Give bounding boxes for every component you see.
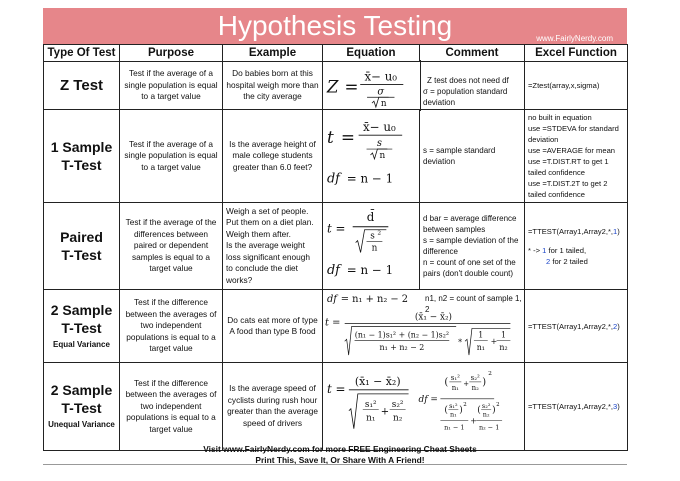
equation-cell bbox=[323, 110, 420, 203]
svg-text:2: 2 bbox=[377, 229, 382, 237]
test-type: 2 Sample T-Test Unequal Variance bbox=[44, 363, 120, 451]
svg-text:): ) bbox=[459, 405, 463, 416]
svg-text:=: = bbox=[344, 77, 359, 97]
eq-numerator: x̄− u₀ bbox=[364, 69, 398, 84]
header-row bbox=[44, 45, 628, 62]
svg-text:t: t bbox=[326, 127, 334, 148]
svg-text:df =: df = bbox=[418, 394, 438, 405]
svg-text:df: df bbox=[326, 293, 337, 305]
hypothesis-table bbox=[43, 44, 628, 451]
footer-divider bbox=[43, 464, 627, 465]
svg-text:n₁ + n₂ − 2: n₁ + n₂ − 2 bbox=[379, 343, 425, 353]
svg-text:n₂: n₂ bbox=[471, 383, 479, 392]
purpose-cell: Test if the average of the differences between paired or dependent samples is equal to a target value bbox=[120, 203, 223, 290]
comment-cell: s = sample standard deviation bbox=[420, 110, 525, 203]
svg-text:d̄: d̄ bbox=[366, 209, 375, 224]
table-row bbox=[44, 62, 628, 110]
svg-text:*: * bbox=[458, 338, 463, 348]
equation-cell bbox=[323, 62, 525, 110]
col-header-type: Type Of Test bbox=[44, 45, 120, 62]
svg-text:n₂: n₂ bbox=[482, 410, 490, 419]
excel-cell: =TTEST(Array1,Array2,*,2) bbox=[525, 290, 628, 363]
col-header-excel: Excel Function bbox=[525, 45, 628, 62]
purpose-cell: Test if the difference between the averages of two independent populations is equal to a target value bbox=[120, 363, 223, 451]
excel-cell: =TTEST(Array1,Array2,*,3) bbox=[525, 363, 628, 451]
comment-cell: n1, n2 = count of sample 1, 2 bbox=[425, 294, 522, 315]
equation-cell bbox=[323, 363, 525, 451]
svg-text:1: 1 bbox=[500, 330, 507, 340]
example-cell: Do cats eat more of type A food than type B food bbox=[223, 290, 323, 363]
svg-text:s₁²: s₁² bbox=[449, 401, 458, 410]
svg-text:n₂: n₂ bbox=[499, 343, 508, 353]
svg-text:+: + bbox=[490, 337, 498, 347]
paired-equation bbox=[323, 203, 419, 289]
equation-cell bbox=[323, 203, 420, 290]
svg-text:n₁ − 1: n₁ − 1 bbox=[444, 423, 465, 432]
z-equation bbox=[323, 62, 420, 109]
svg-text:df: df bbox=[326, 171, 340, 187]
svg-text:(n₁ − 1)s₁² + (n₂ − 1)s₂²: (n₁ − 1)s₁² + (n₂ − 1)s₂² bbox=[354, 330, 450, 340]
eq-sigma: σ bbox=[377, 86, 385, 98]
svg-text:s₁²: s₁² bbox=[450, 374, 460, 383]
table-row bbox=[44, 203, 628, 290]
excel-cell: no built in equation use =STDEVA for standard deviation use =AVERAGE for mean use =T.DIST.RT to get 1 tailed confidence use =T.DIST.2T to get 2 tailed confidence bbox=[525, 110, 628, 203]
svg-text:= n₁ + n₂ − 2: = n₁ + n₂ − 2 bbox=[340, 293, 409, 305]
svg-text:n₁: n₁ bbox=[449, 410, 457, 419]
purpose-cell: Test if the difference between the averages of two independent populations is equal to a target value bbox=[120, 290, 223, 363]
eq-lhs: Z bbox=[326, 77, 339, 97]
svg-text:t =: t = bbox=[326, 221, 346, 236]
svg-text:s₂²: s₂² bbox=[470, 374, 480, 383]
svg-text:): ) bbox=[492, 405, 496, 416]
example-cell: Do babies born at this hospital weigh more than the city average bbox=[223, 62, 323, 110]
excel-cell: =TTEST(Array1,Array2,*,1) * -> 1 for 1 tailed, 2 for 2 tailed bbox=[525, 203, 628, 290]
col-header-equation: Equation bbox=[323, 45, 420, 62]
col-header-example: Example bbox=[223, 45, 323, 62]
equation-cell bbox=[323, 290, 525, 363]
svg-text:s₂²: s₂² bbox=[391, 399, 404, 410]
svg-text:1: 1 bbox=[478, 330, 484, 340]
svg-text:+: + bbox=[470, 416, 477, 426]
svg-text:x̄− u₀: x̄− u₀ bbox=[363, 120, 396, 135]
test-type: 1 Sample T-Test bbox=[44, 110, 120, 203]
table-row bbox=[44, 363, 628, 451]
page-title: Hypothesis Testing bbox=[217, 10, 453, 41]
table-row bbox=[44, 110, 628, 203]
svg-text:t =: t = bbox=[324, 317, 341, 329]
site-url: www.FairlyNerdy.com bbox=[536, 34, 613, 43]
comment-cell: d bar = average difference between samples s = sample deviation of the difference n = count of one set of the pairs (don't double count) bbox=[420, 203, 525, 290]
svg-text:(: ( bbox=[477, 405, 481, 416]
svg-text:n₁: n₁ bbox=[366, 413, 376, 424]
test-type: Paired T-Test bbox=[44, 203, 120, 290]
footer-line-1: Visit www.FairlyNerdy.com for more FREE Engineering Cheat Sheets bbox=[203, 444, 477, 454]
col-header-purpose: Purpose bbox=[120, 45, 223, 62]
svg-text:n₂ − 1: n₂ − 1 bbox=[478, 423, 500, 432]
svg-text:2: 2 bbox=[488, 370, 492, 378]
svg-text:s: s bbox=[370, 231, 375, 242]
svg-text:(: ( bbox=[444, 405, 448, 416]
svg-text:(x̄₁ − x̄₂): (x̄₁ − x̄₂) bbox=[414, 312, 453, 323]
svg-text:2: 2 bbox=[496, 401, 500, 408]
svg-text:+: + bbox=[380, 406, 390, 418]
svg-text:s₁²: s₁² bbox=[364, 399, 377, 410]
footer-line-2: Print This, Save It, Or Share With A Friend! bbox=[255, 455, 425, 465]
svg-text:n₁: n₁ bbox=[451, 383, 459, 392]
excel-cell: =Ztest(array,x,sigma) bbox=[525, 62, 628, 110]
table-row bbox=[44, 290, 628, 363]
svg-text:n: n bbox=[379, 150, 386, 161]
example-cell: Is the average speed of cyclists during rush hour greater than the average speed of drivers bbox=[223, 363, 323, 451]
svg-text:(x̄₁ − x̄₂): (x̄₁ − x̄₂) bbox=[354, 374, 401, 388]
test-type: 2 Sample T-Test Equal Variance bbox=[44, 290, 120, 363]
svg-text:n₂: n₂ bbox=[392, 413, 403, 424]
unequal-variance-equation bbox=[323, 363, 524, 450]
svg-text:2: 2 bbox=[463, 401, 467, 408]
svg-text:): ) bbox=[482, 376, 487, 388]
svg-text:t =: t = bbox=[326, 381, 346, 396]
svg-text:s: s bbox=[376, 138, 382, 150]
svg-text:= n − 1: = n − 1 bbox=[346, 263, 394, 278]
svg-text:s₂²: s₂² bbox=[481, 401, 491, 410]
svg-text:n: n bbox=[371, 243, 378, 254]
svg-text:(: ( bbox=[444, 376, 449, 388]
comment-cell: Z test does not need df σ = population standard deviation bbox=[423, 76, 509, 107]
eq-root-n: n bbox=[380, 99, 387, 109]
col-header-comment: Comment bbox=[420, 45, 525, 62]
svg-text:n₁: n₁ bbox=[476, 343, 485, 353]
example-cell: Weigh a set of people. Put them on a diet plan. Weigh them after. Is the average weight loss significant enough to conclude the diet works? bbox=[223, 203, 323, 290]
purpose-cell: Test if the average of a single population is equal to a target value bbox=[120, 62, 223, 110]
svg-text:=: = bbox=[340, 127, 355, 148]
svg-text:+: + bbox=[463, 379, 470, 388]
example-cell: Is the average height of male college students greater than 6.0 feet? bbox=[223, 110, 323, 203]
purpose-cell: Test if the average of a single population is equal to a target value bbox=[120, 110, 223, 203]
svg-text:df: df bbox=[326, 263, 340, 279]
test-type: Z Test bbox=[44, 62, 120, 110]
svg-text:= n − 1: = n − 1 bbox=[346, 171, 394, 186]
title-banner bbox=[43, 8, 627, 44]
t1-equation bbox=[323, 110, 419, 202]
